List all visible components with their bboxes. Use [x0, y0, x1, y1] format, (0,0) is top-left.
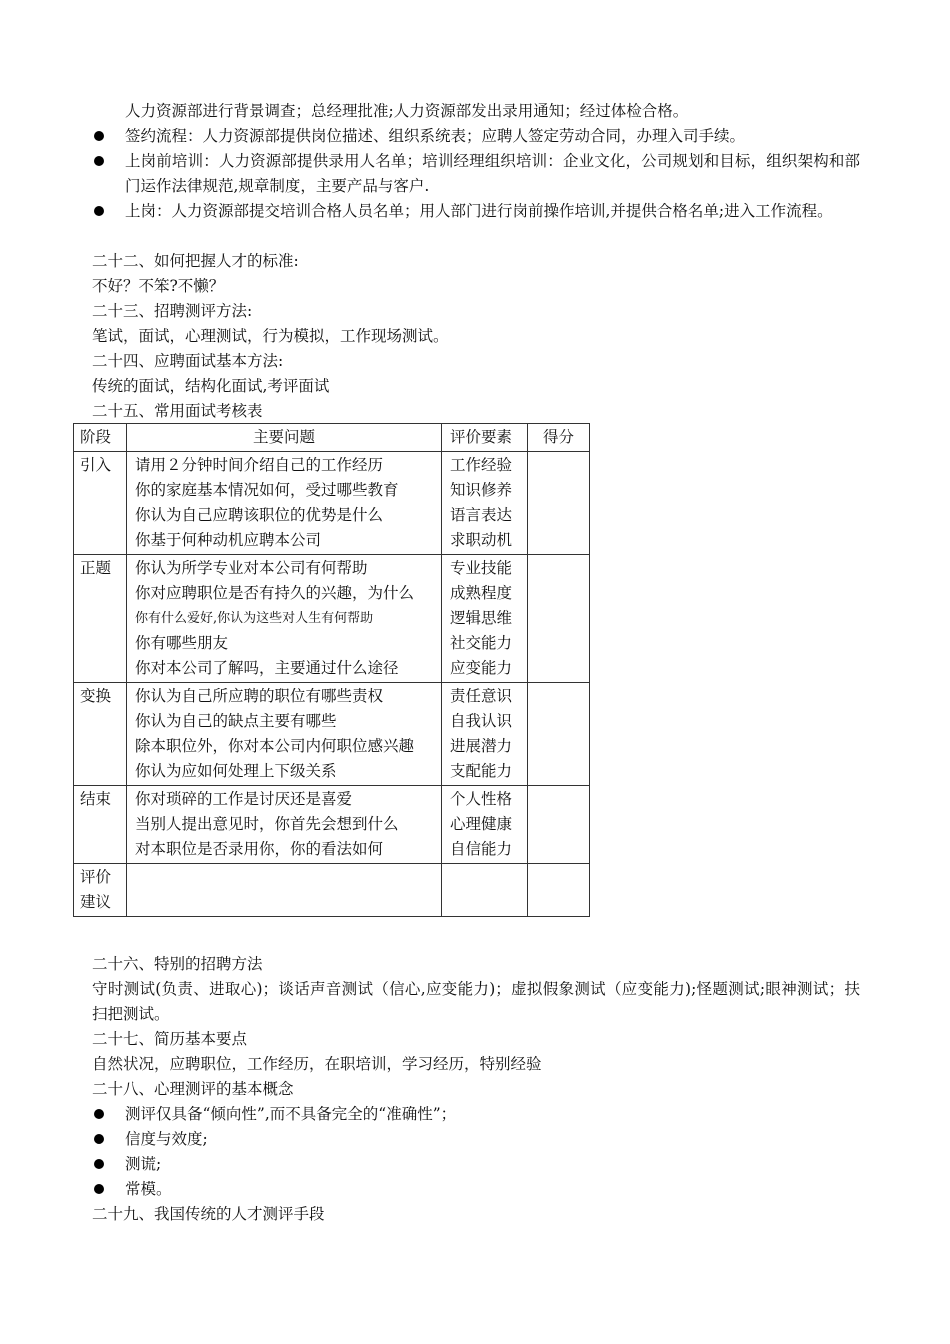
section-23-body: 笔试，面试，心理测试，行为模拟，工作现场测试。 [92, 327, 449, 345]
score-cell [528, 786, 590, 864]
header-score: 得分 [528, 424, 590, 452]
factors-cell [442, 864, 528, 917]
stage-cell: 正题 [74, 555, 127, 683]
factors-cell [442, 683, 528, 786]
question-text: 你对本公司了解吗，主要通过什么途径 [135, 659, 399, 677]
bullet-item-pretraining: 上岗前培训：人力资源部提供录用人名单；培训经理组织培训：企业文化，公司规划和目标，组织架构和部门运作法律规范,规章制度，主要产品与客户. [125, 152, 860, 195]
factor-text: 支配能力 [450, 762, 513, 780]
table-header-row [74, 424, 590, 452]
section-27-body: 自然状况，应聘职位，工作经历，在职培训，学习经历，特别经验 [92, 1055, 542, 1073]
section-22-body: 不好？不笨?不懒？ [92, 277, 225, 295]
factors-cell [442, 452, 528, 555]
factor-text: 自我认识 [450, 712, 513, 730]
stage-cell: 变换 [74, 683, 127, 786]
score-cell [528, 864, 590, 917]
header-factors: 评价要素 [442, 424, 528, 452]
bullet-item-onboarding: 上岗：人力资源部提交培训合格人员名单；用人部门进行岗前操作培训,并提供合格名单;进入工作流程。 [125, 202, 833, 220]
factor-text: 工作经验 [450, 456, 513, 474]
score-cell [528, 683, 590, 786]
bullet-icon [94, 1184, 104, 1194]
questions-cell [127, 452, 442, 555]
section-26-body: 守时测试(负责、进取心)；谈话声音测试（信心,应变能力)；虚拟假象测试（应变能力);怪题测试;眼神测试；扶扫把测试。 [92, 980, 860, 1023]
table-row [74, 864, 590, 917]
continuation-text: 人力资源部进行背景调查；总经理批准;人力资源部发出录用通知；经过体检合格。 [125, 102, 689, 120]
bullet-icon [94, 1134, 104, 1144]
question-text: 你的家庭基本情况如何，受过哪些教育 [135, 481, 399, 499]
factor-text: 专业技能 [450, 559, 513, 577]
table-row [74, 452, 590, 555]
factor-text: 进展潜力 [450, 737, 513, 755]
table-row [74, 683, 590, 786]
bullet-icon [94, 1159, 104, 1169]
section-23-title: 二十三、招聘测评方法: [92, 302, 253, 320]
factor-text: 社交能力 [450, 634, 513, 652]
factor-text: 责任意识 [450, 687, 513, 705]
question-text: 你基于何种动机应聘本公司 [135, 531, 322, 549]
bullet-icon [94, 206, 104, 216]
question-text: 你对应聘职位是否有持久的兴趣，为什么 [135, 584, 415, 602]
section-28-title: 二十八、心理测评的基本概念 [92, 1080, 294, 1098]
factor-text: 求职动机 [450, 531, 513, 549]
factor-text: 心理健康 [450, 815, 513, 833]
section-22-title: 二十二、如何把握人才的标准: [92, 252, 299, 270]
bullet-icon [94, 131, 104, 141]
stage-cell: 结束 [74, 786, 127, 864]
questions-cell [127, 555, 442, 683]
bullet-item-tendency: 测评仅具备“倾向性”,而不具备完全的“准确性”； [125, 1105, 457, 1123]
section-24-title: 二十四、应聘面试基本方法: [92, 352, 284, 370]
table-row [74, 786, 590, 864]
question-text: 你认为所学专业对本公司有何帮助 [135, 559, 368, 577]
question-text: 你有什么爱好,你认为这些对人生有何帮助 [135, 611, 374, 626]
question-text: 你认为自己的缺点主要有哪些 [135, 712, 337, 730]
stage-cell: 评价建议 [74, 864, 127, 917]
question-text: 你有哪些朋友 [135, 634, 229, 652]
question-text: 你认为自己应聘该职位的优势是什么 [135, 506, 384, 524]
section-24-body: 传统的面试，结构化面试,考评面试 [92, 377, 330, 395]
bullet-icon [94, 156, 104, 166]
factor-text: 应变能力 [450, 659, 513, 677]
section-29-title: 二十九、我国传统的人才测评手段 [92, 1205, 325, 1223]
bullet-icon [94, 1109, 104, 1119]
factor-text: 语言表达 [450, 506, 513, 524]
question-text: 对本职位是否录用你，你的看法如何 [135, 840, 384, 858]
header-questions: 主要问题 [127, 424, 442, 452]
table-row [74, 555, 590, 683]
factor-text: 个人性格 [450, 790, 513, 808]
score-cell [528, 555, 590, 683]
questions-cell [127, 683, 442, 786]
factors-cell [442, 555, 528, 683]
question-text: 你对琐碎的工作是讨厌还是喜爱 [135, 790, 353, 808]
section-26-title: 二十六、特别的招聘方法 [92, 955, 263, 973]
bullet-item-lie-detection: 测谎; [125, 1155, 162, 1173]
bullet-item-norm: 常模。 [125, 1180, 172, 1198]
interview-assessment-table [73, 423, 590, 917]
section-25-title: 二十五、常用面试考核表 [92, 402, 263, 420]
question-text: 当别人提出意见时，你首先会想到什么 [135, 815, 399, 833]
question-text: 请用２分钟时间介绍自己的工作经历 [135, 456, 384, 474]
question-text: 你认为应如何处理上下级关系 [135, 762, 337, 780]
factor-text: 逻辑思维 [450, 609, 513, 627]
header-stage: 阶段 [74, 424, 127, 452]
score-cell [528, 452, 590, 555]
question-text: 你认为自己所应聘的职位有哪些责权 [135, 687, 384, 705]
section-27-title: 二十七、简历基本要点 [92, 1030, 248, 1048]
factor-text: 自信能力 [450, 840, 513, 858]
factors-cell [442, 786, 528, 864]
bullet-item-reliability: 信度与效度; [125, 1130, 208, 1148]
bullet-item-signing: 签约流程：人力资源部提供岗位描述、组织系统表；应聘人签定劳动合同，办理入司手续。 [125, 127, 746, 145]
factor-text: 成熟程度 [450, 584, 513, 602]
factor-text: 知识修养 [450, 481, 513, 499]
questions-cell [127, 864, 442, 917]
questions-cell [127, 786, 442, 864]
question-text: 除本职位外，你对本公司内何职位感兴趣 [135, 737, 415, 755]
stage-cell: 引入 [74, 452, 127, 555]
